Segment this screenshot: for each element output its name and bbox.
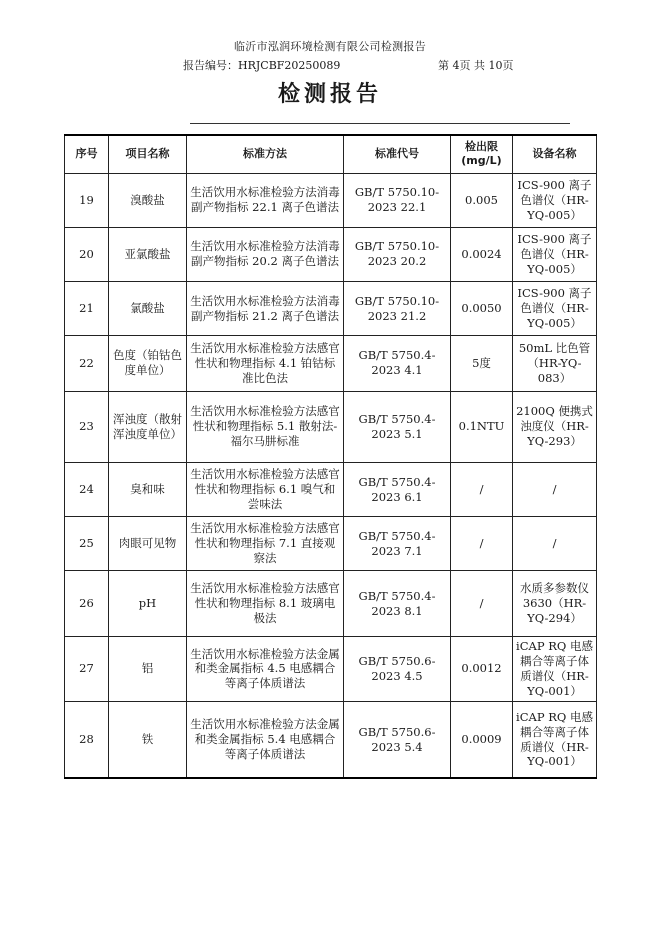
table-row	[65, 282, 597, 336]
results-table	[64, 134, 597, 779]
standard-method: 生活饮用水标准检验方法金属和类金属指标 4.5 电感耦合等离子体质谱法	[187, 636, 344, 701]
row-number: 26	[65, 571, 109, 636]
equipment-name: iCAP RQ 电感耦合等离子体质谱仪（HR-YQ-001）	[513, 702, 597, 778]
item-name: 亚氯酸盐	[109, 227, 187, 281]
standard-method: 生活饮用水标准检验方法消毒副产物指标 22.1 离子色谱法	[187, 173, 344, 227]
table-row	[65, 336, 597, 391]
page-title: 检测报告	[277, 82, 382, 107]
row-number: 28	[65, 702, 109, 778]
row-number: 24	[65, 462, 109, 516]
item-name: 浑浊度（散射浑浊度单位）	[109, 391, 187, 462]
detection-limit: /	[451, 517, 513, 571]
detection-limit: 0.1NTU	[451, 391, 513, 462]
standard-method: 生活饮用水标准检验方法感官性状和物理指标 8.1 玻璃电极法	[187, 571, 344, 636]
standard-method: 生活饮用水标准检验方法消毒副产物指标 20.2 离子色谱法	[187, 227, 344, 281]
row-number: 20	[65, 227, 109, 281]
standard-method: 生活饮用水标准检验方法感官性状和物理指标 7.1 直接观察法	[187, 517, 344, 571]
detection-limit: /	[451, 462, 513, 516]
standard-method: 生活饮用水标准检验方法感官性状和物理指标 6.1 嗅气和尝味法	[187, 462, 344, 516]
table-row	[65, 571, 597, 636]
standard-code: GB/T 5750.10-2023 21.2	[344, 282, 451, 336]
column-header-method: 标准方法	[187, 135, 344, 173]
title-divider	[190, 123, 570, 124]
standard-code: GB/T 5750.6-2023 4.5	[344, 636, 451, 701]
row-number: 21	[65, 282, 109, 336]
equipment-name: 2100Q 便携式浊度仪（HR-YQ-293）	[513, 391, 597, 462]
standard-code: GB/T 5750.4-2023 8.1	[344, 571, 451, 636]
detection-limit: 0.0024	[451, 227, 513, 281]
row-number: 23	[65, 391, 109, 462]
column-header-item: 项目名称	[109, 135, 187, 173]
row-number: 27	[65, 636, 109, 701]
item-name: 铁	[109, 702, 187, 778]
company-header: 临沂市泓润环境检测有限公司检测报告	[233, 40, 427, 53]
standard-code: GB/T 5750.10-2023 22.1	[344, 173, 451, 227]
row-number: 19	[65, 173, 109, 227]
standard-method: 生活饮用水标准检验方法感官性状和物理指标 5.1 散射法-福尔马肼标准	[187, 391, 344, 462]
detection-limit: /	[451, 571, 513, 636]
standard-code: GB/T 5750.4-2023 5.1	[344, 391, 451, 462]
table-row	[65, 391, 597, 462]
table-row	[65, 636, 597, 701]
equipment-name: 50mL 比色管（HR-YQ-083）	[513, 336, 597, 391]
column-header-code: 标准代号	[344, 135, 451, 173]
equipment-name: 水质多参数仪 3630（HR-YQ-294）	[513, 571, 597, 636]
equipment-name: /	[513, 517, 597, 571]
item-name: 臭和味	[109, 462, 187, 516]
row-number: 25	[65, 517, 109, 571]
item-name: 色度（铂钴色度单位）	[109, 336, 187, 391]
item-name: 溴酸盐	[109, 173, 187, 227]
equipment-name: ICS-900 离子色谱仪（HR-YQ-005）	[513, 173, 597, 227]
detection-limit: 0.005	[451, 173, 513, 227]
equipment-name: /	[513, 462, 597, 516]
table-row	[65, 462, 597, 516]
table-row	[65, 173, 597, 227]
standard-method: 生活饮用水标准检验方法消毒副产物指标 21.2 离子色谱法	[187, 282, 344, 336]
item-name: 铝	[109, 636, 187, 701]
standard-method: 生活饮用水标准检验方法感官性状和物理指标 4.1 铂钴标准比色法	[187, 336, 344, 391]
page-number: 第 4页 共 10页	[438, 59, 514, 72]
detection-limit: 0.0012	[451, 636, 513, 701]
equipment-name: ICS-900 离子色谱仪（HR-YQ-005）	[513, 282, 597, 336]
table-row	[65, 517, 597, 571]
column-header-no: 序号	[65, 135, 109, 173]
column-header-limit: 检出限 (mg/L)	[451, 135, 513, 173]
equipment-name: ICS-900 离子色谱仪（HR-YQ-005）	[513, 227, 597, 281]
standard-method: 生活饮用水标准检验方法金属和类金属指标 5.4 电感耦合等离子体质谱法	[187, 702, 344, 778]
detection-limit: 0.0009	[451, 702, 513, 778]
item-name: 氯酸盐	[109, 282, 187, 336]
table-header-row	[65, 135, 597, 173]
column-header-equipment: 设备名称	[513, 135, 597, 173]
item-name: pH	[109, 571, 187, 636]
item-name: 肉眼可见物	[109, 517, 187, 571]
standard-code: GB/T 5750.10-2023 20.2	[344, 227, 451, 281]
table-row	[65, 227, 597, 281]
standard-code: GB/T 5750.4-2023 7.1	[344, 517, 451, 571]
detection-limit: 5度	[451, 336, 513, 391]
row-number: 22	[65, 336, 109, 391]
table-row	[65, 702, 597, 778]
detection-limit: 0.0050	[451, 282, 513, 336]
standard-code: GB/T 5750.4-2023 4.1	[344, 336, 451, 391]
report-number: 报告编号：HRJCBF20250089	[183, 59, 341, 72]
standard-code: GB/T 5750.6-2023 5.4	[344, 702, 451, 778]
equipment-name: iCAP RQ 电感耦合等离子体质谱仪（HR-YQ-001）	[513, 636, 597, 701]
standard-code: GB/T 5750.4-2023 6.1	[344, 462, 451, 516]
